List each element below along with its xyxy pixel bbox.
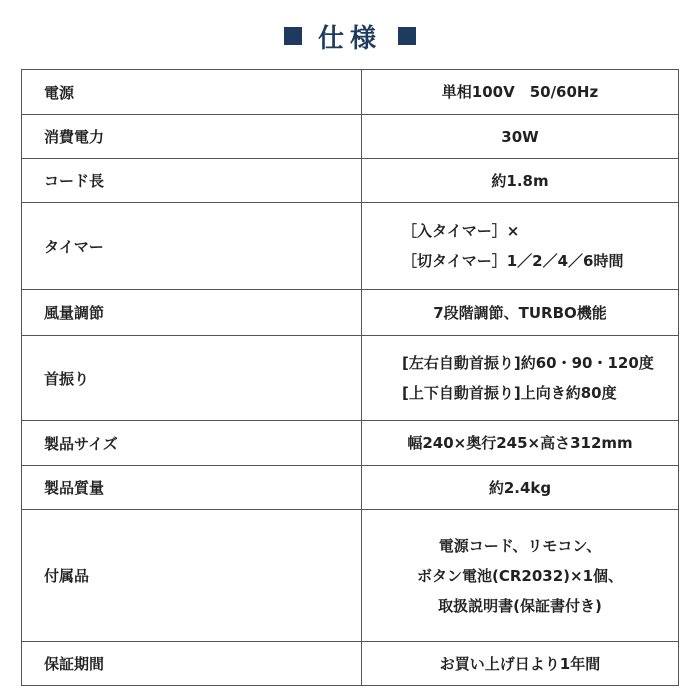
- value-line: ボタン電池(CR2032)×1個、: [416, 566, 624, 585]
- table-row-power-consumption: [22, 115, 679, 159]
- row-label: 付属品: [22, 510, 362, 642]
- table-row-accessories: [22, 510, 679, 642]
- value-line: 7段階調節、TURBO機能: [433, 303, 607, 322]
- table-row-power: [22, 70, 679, 115]
- square-bullet-icon: [284, 27, 302, 45]
- value-line: [左右自動首振り]約60・90・120度: [402, 354, 654, 372]
- row-value: [362, 642, 679, 686]
- row-label: 電源: [22, 70, 362, 115]
- row-label: 首振り: [22, 336, 362, 421]
- row-value: [362, 70, 679, 115]
- table-row-timer: [22, 203, 679, 290]
- row-label: タイマー: [22, 203, 362, 290]
- row-value: [362, 510, 679, 642]
- row-label: コード長: [22, 159, 362, 203]
- spec-title-bar: [0, 14, 700, 58]
- table-row-cord-length: [22, 159, 679, 203]
- value-line: お買い上げ日より1年間: [439, 654, 601, 673]
- page-title: 仕様: [317, 23, 382, 54]
- table-row-product-weight: [22, 466, 679, 510]
- value-line: ［入タイマー］×: [402, 222, 520, 240]
- table-row-oscillation: [22, 336, 679, 421]
- value-line: 電源コード、リモコン、: [438, 536, 602, 555]
- table-row-product-size: [22, 421, 679, 466]
- square-bullet-icon: [398, 27, 416, 45]
- value-line: ［切タイマー］1／2／4／6時間: [402, 252, 624, 270]
- row-value: [362, 115, 679, 159]
- row-label: 製品質量: [22, 466, 362, 510]
- value-line: 30W: [501, 127, 539, 146]
- row-value: [362, 159, 679, 203]
- row-value: [362, 466, 679, 510]
- value-line: [上下自動首振り]上向き約80度: [402, 384, 617, 402]
- value-line: 約1.8m: [491, 171, 549, 190]
- table-row-air-volume: [22, 290, 679, 336]
- row-value: [362, 336, 679, 421]
- row-label: 風量調節: [22, 290, 362, 336]
- row-label: 製品サイズ: [22, 421, 362, 466]
- row-label: 消費電力: [22, 115, 362, 159]
- value-line: 単相100V 50/60Hz: [441, 83, 599, 101]
- row-label: 保証期間: [22, 642, 362, 686]
- spec-table: [21, 69, 679, 686]
- value-line: 取扱説明書(保証書付き): [438, 596, 602, 615]
- row-value: [362, 421, 679, 466]
- table-row-warranty: [22, 642, 679, 686]
- value-line: 約2.4kg: [488, 478, 552, 497]
- row-value: [362, 290, 679, 336]
- row-value: [362, 203, 679, 290]
- value-line: 幅240×奥行245×高さ312mm: [407, 434, 633, 452]
